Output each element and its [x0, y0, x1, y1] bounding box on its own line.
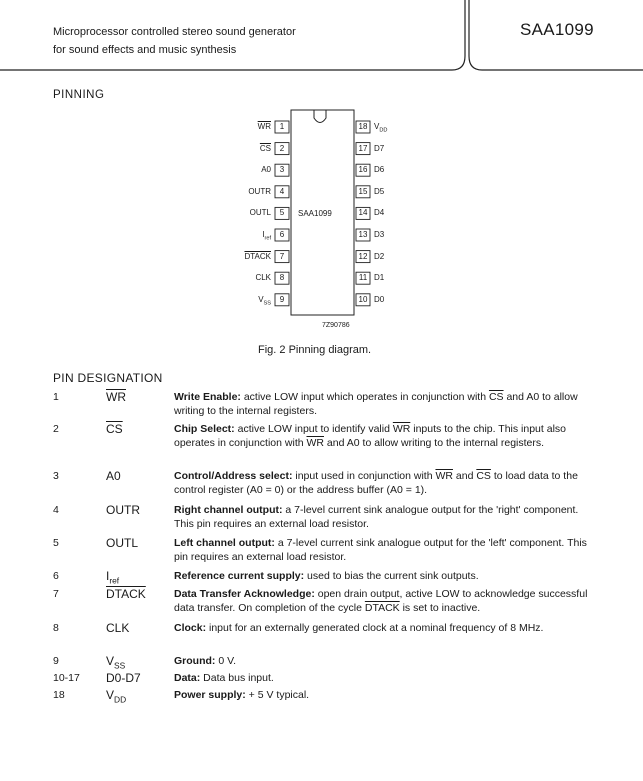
designation-symbol: $V_{DD}$ [106, 688, 127, 705]
pin-number: 5 [279, 208, 285, 218]
designation-symbol: DTACK [106, 587, 146, 601]
pin-number: 12 [358, 251, 368, 261]
header-title-line1: Microprocessor controlled stereo sound generator [53, 26, 296, 38]
designation-description: Ground: 0 V. [174, 655, 237, 667]
designation-pin-number: 8 [53, 622, 59, 634]
designation-symbol: A0 [106, 469, 121, 483]
pin-label: D2 [374, 251, 385, 261]
designation-pin-number: 10-17 [53, 672, 80, 684]
pin-designation-heading: PIN DESIGNATION [53, 371, 163, 385]
designation-description: Left channel output: a 7-level current sink analogue output for the 'left' component. This pin requires an external load resistor. [174, 537, 587, 563]
designation-symbol: $\overline{WR}$ [106, 390, 126, 404]
designation-symbol: $\overline{CS}$ [106, 422, 123, 436]
pin-number: 7 [279, 251, 285, 261]
designation-description: Data Transfer Acknowledge: open drain output, active LOW to acknowledge successful data transfer. On completion of the cycle DTACK is set to inactive. [174, 588, 588, 614]
designation-description: Power supply: + 5 V typical. [174, 689, 310, 701]
designation-pin-number: 7 [53, 588, 59, 600]
designation-description: Control/Address select: input used in conjunction with $\overline{WR}$ and $\overline{CS}$ to load data to the control register (A0 = 0) or the address buffer (A0 = 1). [174, 470, 578, 496]
designation-pin-number: 1 [53, 391, 59, 403]
designation-symbol: OUTR [106, 503, 140, 517]
pin-number: 1 [279, 122, 285, 131]
pin-number: 8 [279, 273, 285, 283]
pin-label: $V_{SS}$ [258, 294, 271, 307]
pin-number: 4 [279, 186, 285, 196]
pin-label: $\overline{WR}$ [257, 122, 271, 131]
pin-number: 15 [358, 186, 368, 196]
part-number: SAA1099 [520, 20, 594, 39]
designation-pin-number: 2 [53, 423, 59, 435]
header-title-line2: for sound effects and music synthesis [53, 44, 237, 56]
pin-number: 14 [358, 208, 368, 218]
drawing-code: 7Z90786 [322, 322, 350, 329]
pin-number: 18 [358, 122, 368, 131]
designation-pin-number: 9 [53, 655, 59, 667]
pinning-heading: PINNING [53, 89, 105, 101]
designation-pin-number: 5 [53, 537, 59, 549]
pin-number: 17 [358, 143, 368, 153]
pin-label: $I_{ref}$ [262, 230, 271, 242]
designation-pin-number: 18 [53, 689, 65, 701]
pin-label: OUTL [249, 208, 271, 218]
pin-label: DTACK [244, 251, 271, 261]
designation-symbol: CLK [106, 621, 130, 635]
figure-caption: Fig. 2 Pinning diagram. [258, 344, 372, 356]
designation-pin-number: 3 [53, 470, 59, 482]
pin-number: 6 [279, 230, 285, 239]
designation-description: Data: Data bus input. [174, 672, 274, 684]
designation-description: Write Enable: active LOW input which operates in conjunction with $\overline{CS}$ and A0 to allow writing to the internal registers. [174, 391, 578, 417]
pin-label: CLK [255, 273, 271, 283]
pin-label: $V_{DD}$ [374, 122, 388, 134]
designation-description: Right channel output: a 7-level current sink analogue output for the 'right' component. This pin requires an external load resistor. [174, 504, 579, 530]
pin-number: 13 [358, 230, 368, 239]
pin-number: 9 [279, 294, 285, 304]
pin-label: OUTR [248, 186, 271, 196]
pin-label: D4 [374, 208, 385, 218]
designation-description: Clock: input for an externally generated clock at a nominal frequency of 8 MHz. [174, 622, 544, 634]
pin-number: 10 [358, 294, 368, 304]
designation-symbol: OUTL [106, 536, 139, 550]
pin-label: D6 [374, 165, 385, 175]
pin-label: D5 [374, 186, 385, 196]
pin-number: 3 [279, 165, 285, 175]
designation-description: Chip Select: active LOW input to identify valid $\overline{WR}$ inputs to the chip. This input also operates in conjunction with $\overline{WR}$ and A0 to allow writing to the internal registers. [174, 423, 566, 449]
pin-label: D3 [374, 230, 385, 239]
pin-number: 2 [279, 143, 285, 153]
pin-label: D1 [374, 273, 385, 283]
pin-label: $\overline{CS}$ [259, 143, 271, 153]
designation-pin-number: 4 [53, 504, 59, 516]
designation-description: Reference current supply: used to bias the current sink outputs. [174, 570, 479, 582]
designation-symbol: $I_{ref}$ [106, 569, 120, 586]
pin-label: D7 [374, 143, 385, 153]
pin-number: 16 [358, 165, 368, 175]
designation-pin-number: 6 [53, 570, 59, 582]
designation-symbol: $V_{SS}$ [106, 654, 126, 671]
chip-name: SAA1099 [298, 209, 332, 218]
pin-label: D0 [374, 294, 385, 304]
pin-label: A0 [261, 165, 271, 175]
pin-number: 11 [358, 273, 368, 283]
designation-symbol: D0-D7 [106, 671, 141, 685]
